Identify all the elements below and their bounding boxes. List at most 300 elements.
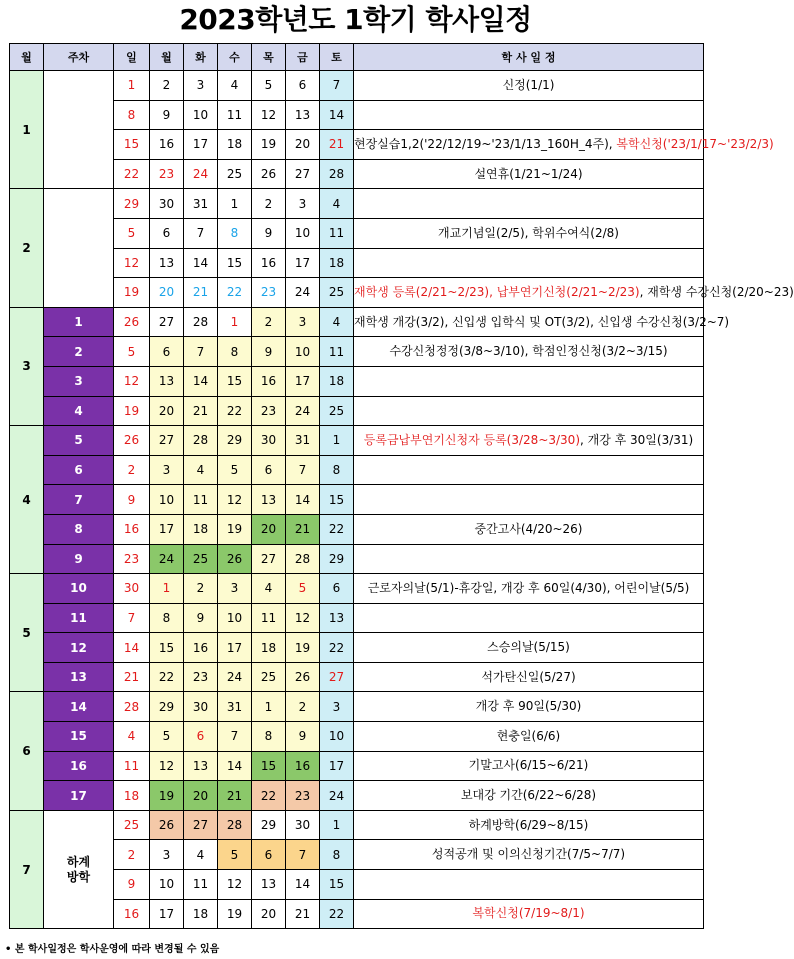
table-row (10, 810, 704, 840)
event-text: 하계방학(6/29~8/15) (468, 817, 589, 832)
day-cell: 7 (286, 455, 320, 485)
footnote: • 본 학사일정은 학사운영에 따라 변경될 수 있음 (5, 944, 220, 955)
day-cell: 14 (218, 751, 252, 781)
event-cell (354, 189, 704, 219)
month-cell: 3 (10, 307, 44, 425)
day-cell: 19 (286, 633, 320, 663)
day-cell: 5 (114, 218, 150, 248)
table-row (10, 189, 704, 219)
day-cell: 8 (320, 840, 354, 870)
day-cell: 6 (184, 722, 218, 752)
day-cell: 3 (218, 574, 252, 604)
day-cell: 17 (150, 514, 184, 544)
week-number-cell: 15 (44, 722, 114, 752)
event-text: 복학신청('23/1/17~'23/2/3) (616, 136, 774, 151)
week-number-cell: 14 (44, 692, 114, 722)
week-number-cell: 10 (44, 574, 114, 604)
day-cell: 17 (218, 633, 252, 663)
day-cell: 18 (114, 781, 150, 811)
day-cell: 24 (320, 781, 354, 811)
column-header: 학 사 일 정 (354, 44, 704, 71)
event-cell (354, 426, 704, 456)
table-row (10, 840, 704, 870)
schedule-table (9, 43, 794, 929)
month-cell: 2 (10, 189, 44, 307)
day-cell: 18 (252, 633, 286, 663)
day-cell: 1 (320, 810, 354, 840)
day-cell: 14 (184, 248, 218, 278)
day-cell: 2 (114, 840, 150, 870)
day-cell: 7 (286, 840, 320, 870)
table-row (10, 544, 704, 574)
week-number-cell: 2 (44, 337, 114, 367)
day-cell: 5 (114, 337, 150, 367)
week-number-cell: 16 (44, 751, 114, 781)
day-cell: 29 (320, 544, 354, 574)
day-cell: 25 (320, 396, 354, 426)
table-row (10, 426, 704, 456)
table-row (10, 781, 704, 811)
day-cell: 3 (286, 189, 320, 219)
day-cell: 29 (218, 426, 252, 456)
week-number-cell: 9 (44, 544, 114, 574)
day-cell: 10 (286, 337, 320, 367)
day-cell: 17 (286, 366, 320, 396)
day-cell: 11 (218, 100, 252, 130)
day-cell: 13 (286, 100, 320, 130)
event-cell (354, 485, 704, 515)
day-cell: 23 (150, 159, 184, 189)
day-cell: 13 (320, 603, 354, 633)
table-row (10, 278, 704, 308)
column-header: 수 (218, 44, 252, 71)
day-cell: 6 (252, 840, 286, 870)
day-cell: 16 (184, 633, 218, 663)
event-text: 성적공개 및 이의신청기간(7/5~7/7) (431, 847, 626, 862)
day-cell: 15 (320, 870, 354, 900)
day-cell: 21 (184, 278, 218, 308)
day-cell: 6 (286, 71, 320, 101)
day-cell: 5 (252, 71, 286, 101)
day-cell: 19 (114, 396, 150, 426)
day-cell: 8 (218, 218, 252, 248)
event-cell (354, 71, 704, 101)
event-cell (354, 781, 704, 811)
day-cell: 2 (286, 692, 320, 722)
day-cell: 4 (184, 840, 218, 870)
table-row (10, 485, 704, 515)
day-cell: 19 (218, 514, 252, 544)
day-cell: 20 (150, 396, 184, 426)
event-text: 설연휴(1/21~1/24) (474, 166, 583, 181)
day-cell: 16 (286, 751, 320, 781)
day-cell: 11 (184, 870, 218, 900)
table-row (10, 71, 704, 101)
week-number-cell: 5 (44, 426, 114, 456)
day-cell: 2 (252, 189, 286, 219)
day-cell: 24 (218, 662, 252, 692)
day-cell: 4 (320, 307, 354, 337)
day-cell: 9 (252, 218, 286, 248)
day-cell: 5 (218, 455, 252, 485)
day-cell: 29 (252, 810, 286, 840)
day-cell: 25 (252, 662, 286, 692)
column-header: 일 (114, 44, 150, 71)
event-text: , 재학생 수강신청(2/20~23) (639, 284, 794, 299)
day-cell: 12 (252, 100, 286, 130)
day-cell: 22 (218, 278, 252, 308)
day-cell: 9 (150, 100, 184, 130)
day-cell: 28 (320, 159, 354, 189)
day-cell: 23 (184, 662, 218, 692)
day-cell: 7 (320, 71, 354, 101)
column-header: 화 (184, 44, 218, 71)
table-row (10, 722, 704, 752)
day-cell: 1 (150, 574, 184, 604)
day-cell: 27 (184, 810, 218, 840)
day-cell: 26 (252, 159, 286, 189)
day-cell: 10 (218, 603, 252, 633)
day-cell: 12 (218, 870, 252, 900)
day-cell: 6 (150, 337, 184, 367)
event-text: 신정(1/1) (502, 77, 555, 92)
day-cell: 22 (114, 159, 150, 189)
day-cell: 23 (252, 396, 286, 426)
day-cell: 15 (320, 485, 354, 515)
day-cell: 24 (286, 396, 320, 426)
day-cell: 13 (252, 870, 286, 900)
column-header: 월 (150, 44, 184, 71)
event-cell (354, 218, 704, 248)
event-cell (354, 100, 704, 130)
day-cell: 1 (320, 426, 354, 456)
day-cell: 31 (286, 426, 320, 456)
day-cell: 21 (184, 396, 218, 426)
day-cell: 26 (150, 810, 184, 840)
day-cell: 6 (252, 455, 286, 485)
table-row (10, 692, 704, 722)
column-header: 주차 (44, 44, 114, 71)
event-cell (354, 633, 704, 663)
event-text: 스승의날(5/15) (487, 640, 570, 655)
column-header: 금 (286, 44, 320, 71)
day-cell: 9 (184, 603, 218, 633)
month-cell: 6 (10, 692, 44, 810)
day-cell: 4 (184, 455, 218, 485)
week-number-cell (44, 189, 114, 307)
day-cell: 16 (252, 248, 286, 278)
day-cell: 30 (184, 692, 218, 722)
day-cell: 3 (320, 692, 354, 722)
day-cell: 12 (218, 485, 252, 515)
day-cell: 31 (218, 692, 252, 722)
event-text: 현충일(6/6) (496, 728, 561, 743)
day-cell: 13 (150, 366, 184, 396)
column-header: 월 (10, 44, 44, 71)
day-cell: 10 (286, 218, 320, 248)
day-cell: 25 (320, 278, 354, 308)
day-cell: 10 (150, 485, 184, 515)
day-cell: 31 (184, 189, 218, 219)
day-cell: 8 (218, 337, 252, 367)
day-cell: 16 (150, 130, 184, 160)
day-cell: 22 (320, 899, 354, 929)
event-cell (354, 840, 704, 870)
day-cell: 11 (252, 603, 286, 633)
day-cell: 26 (114, 307, 150, 337)
event-text: 재학생 개강(3/2), 신입생 입학식 및 OT(3/2), 신입생 수강신청(3/2~7) (354, 314, 730, 329)
day-cell: 4 (114, 722, 150, 752)
day-cell: 19 (252, 130, 286, 160)
day-cell: 11 (114, 751, 150, 781)
day-cell: 9 (252, 337, 286, 367)
day-cell: 24 (150, 544, 184, 574)
event-cell (354, 278, 794, 308)
day-cell: 2 (114, 455, 150, 485)
week-number-cell: 4 (44, 396, 114, 426)
month-cell: 7 (10, 810, 44, 928)
day-cell: 20 (252, 514, 286, 544)
event-cell (354, 130, 774, 160)
day-cell: 11 (320, 218, 354, 248)
day-cell: 3 (184, 71, 218, 101)
event-cell (354, 603, 704, 633)
day-cell: 5 (286, 574, 320, 604)
day-cell: 20 (252, 899, 286, 929)
table-row (10, 337, 704, 367)
event-text: 보대강 기간(6/22~6/28) (460, 788, 597, 803)
event-text: 수강신청정정(3/8~3/10), 학점인정신청(3/2~3/15) (389, 344, 668, 359)
event-text: 개강 후 90일(5/30) (475, 699, 582, 714)
day-cell: 30 (252, 426, 286, 456)
day-cell: 26 (286, 662, 320, 692)
day-cell: 29 (150, 692, 184, 722)
table-row (10, 307, 704, 337)
day-cell: 8 (114, 100, 150, 130)
event-text: 근로자의날(5/1)-휴강일, 개강 후 60일(4/30), 어린이날(5/5) (367, 580, 690, 595)
day-cell: 21 (286, 514, 320, 544)
vacation-cell: 하계 방학 (44, 810, 114, 928)
day-cell: 22 (320, 514, 354, 544)
day-cell: 2 (150, 71, 184, 101)
week-number-cell: 7 (44, 485, 114, 515)
week-number-cell: 11 (44, 603, 114, 633)
day-cell: 2 (184, 574, 218, 604)
day-cell: 12 (150, 751, 184, 781)
event-cell (354, 337, 704, 367)
event-cell (354, 662, 704, 692)
day-cell: 22 (218, 396, 252, 426)
day-cell: 21 (218, 781, 252, 811)
day-cell: 10 (150, 870, 184, 900)
table-row (10, 130, 704, 160)
day-cell: 18 (320, 248, 354, 278)
day-cell: 30 (150, 189, 184, 219)
table-row (10, 248, 704, 278)
day-cell: 12 (114, 366, 150, 396)
event-cell (354, 899, 704, 929)
event-text: 재학생 등록(2/21~2/23), 납부연기신청(2/21~2/23) (354, 284, 640, 299)
day-cell: 13 (252, 485, 286, 515)
day-cell: 9 (114, 485, 150, 515)
table-row (10, 899, 704, 929)
day-cell: 17 (286, 248, 320, 278)
day-cell: 5 (218, 840, 252, 870)
day-cell: 12 (286, 603, 320, 633)
day-cell: 28 (286, 544, 320, 574)
week-number-cell: 1 (44, 307, 114, 337)
event-text: 등록금납부연기신청자 등록(3/28~3/30) (363, 432, 580, 447)
event-cell (354, 396, 704, 426)
event-cell (354, 366, 704, 396)
day-cell: 22 (150, 662, 184, 692)
day-cell: 20 (286, 130, 320, 160)
day-cell: 1 (218, 307, 252, 337)
day-cell: 19 (218, 899, 252, 929)
week-number-cell (44, 71, 114, 189)
day-cell: 6 (320, 574, 354, 604)
event-text: 복학신청(7/19~8/1) (472, 906, 585, 921)
day-cell: 7 (184, 218, 218, 248)
day-cell: 25 (114, 810, 150, 840)
column-header: 토 (320, 44, 354, 71)
event-cell (354, 248, 704, 278)
table-row (10, 662, 704, 692)
day-cell: 19 (150, 781, 184, 811)
event-cell (354, 574, 704, 604)
day-cell: 14 (286, 870, 320, 900)
event-cell (354, 870, 704, 900)
day-cell: 27 (150, 307, 184, 337)
table-row (10, 396, 704, 426)
day-cell: 18 (218, 130, 252, 160)
day-cell: 2 (252, 307, 286, 337)
table-row (10, 218, 704, 248)
page-title: 2023학년도 1학기 학사일정 (179, 3, 532, 36)
day-cell: 29 (114, 189, 150, 219)
day-cell: 30 (114, 574, 150, 604)
day-cell: 22 (252, 781, 286, 811)
day-cell: 27 (286, 159, 320, 189)
day-cell: 7 (218, 722, 252, 752)
day-cell: 28 (184, 426, 218, 456)
event-cell (354, 159, 704, 189)
day-cell: 21 (320, 130, 354, 160)
day-cell: 28 (218, 810, 252, 840)
event-text: , 개강 후 30일(3/31) (580, 432, 694, 447)
day-cell: 23 (114, 544, 150, 574)
day-cell: 9 (114, 870, 150, 900)
day-cell: 21 (286, 899, 320, 929)
event-cell (354, 307, 730, 337)
month-cell: 5 (10, 574, 44, 692)
table-row (10, 603, 704, 633)
day-cell: 14 (184, 366, 218, 396)
event-cell (354, 722, 704, 752)
week-number-cell: 8 (44, 514, 114, 544)
day-cell: 19 (114, 278, 150, 308)
day-cell: 4 (218, 71, 252, 101)
event-cell (354, 514, 704, 544)
table-row (10, 574, 704, 604)
day-cell: 5 (150, 722, 184, 752)
week-number-cell: 6 (44, 455, 114, 485)
day-cell: 28 (184, 307, 218, 337)
day-cell: 23 (252, 278, 286, 308)
day-cell: 18 (320, 366, 354, 396)
day-cell: 26 (114, 426, 150, 456)
month-cell: 1 (10, 71, 44, 189)
day-cell: 6 (150, 218, 184, 248)
day-cell: 21 (114, 662, 150, 692)
day-cell: 8 (252, 722, 286, 752)
table-row (10, 455, 704, 485)
day-cell: 27 (150, 426, 184, 456)
week-number-cell: 13 (44, 662, 114, 692)
day-cell: 4 (320, 189, 354, 219)
day-cell: 10 (320, 722, 354, 752)
day-cell: 14 (114, 633, 150, 663)
day-cell: 15 (218, 248, 252, 278)
day-cell: 8 (150, 603, 184, 633)
header-row (10, 44, 704, 71)
day-cell: 17 (320, 751, 354, 781)
table-row (10, 366, 704, 396)
event-text: 기말고사(6/15~6/21) (468, 758, 589, 773)
event-text: 중간고사(4/20~26) (474, 521, 583, 536)
day-cell: 7 (114, 603, 150, 633)
day-cell: 18 (184, 514, 218, 544)
week-number-cell: 3 (44, 366, 114, 396)
day-cell: 22 (320, 633, 354, 663)
week-number-cell: 12 (44, 633, 114, 663)
day-cell: 7 (184, 337, 218, 367)
table-row (10, 100, 704, 130)
table-row (10, 751, 704, 781)
day-cell: 17 (184, 130, 218, 160)
day-cell: 16 (114, 514, 150, 544)
day-cell: 25 (218, 159, 252, 189)
day-cell: 15 (218, 366, 252, 396)
day-cell: 18 (184, 899, 218, 929)
day-cell: 26 (218, 544, 252, 574)
day-cell: 13 (150, 248, 184, 278)
day-cell: 28 (114, 692, 150, 722)
week-number-cell: 17 (44, 781, 114, 811)
day-cell: 4 (252, 574, 286, 604)
event-cell (354, 455, 704, 485)
event-text: 개교기념일(2/5), 학위수여식(2/8) (438, 225, 619, 240)
day-cell: 27 (252, 544, 286, 574)
day-cell: 23 (286, 781, 320, 811)
table-row (10, 633, 704, 663)
event-cell (354, 810, 704, 840)
day-cell: 15 (150, 633, 184, 663)
day-cell: 1 (218, 189, 252, 219)
day-cell: 27 (320, 662, 354, 692)
day-cell: 15 (114, 130, 150, 160)
day-cell: 24 (286, 278, 320, 308)
day-cell: 11 (184, 485, 218, 515)
month-cell: 4 (10, 426, 44, 574)
day-cell: 20 (150, 278, 184, 308)
day-cell: 25 (184, 544, 218, 574)
day-cell: 17 (150, 899, 184, 929)
day-cell: 12 (114, 248, 150, 278)
event-cell (354, 544, 704, 574)
day-cell: 1 (114, 71, 150, 101)
day-cell: 3 (286, 307, 320, 337)
